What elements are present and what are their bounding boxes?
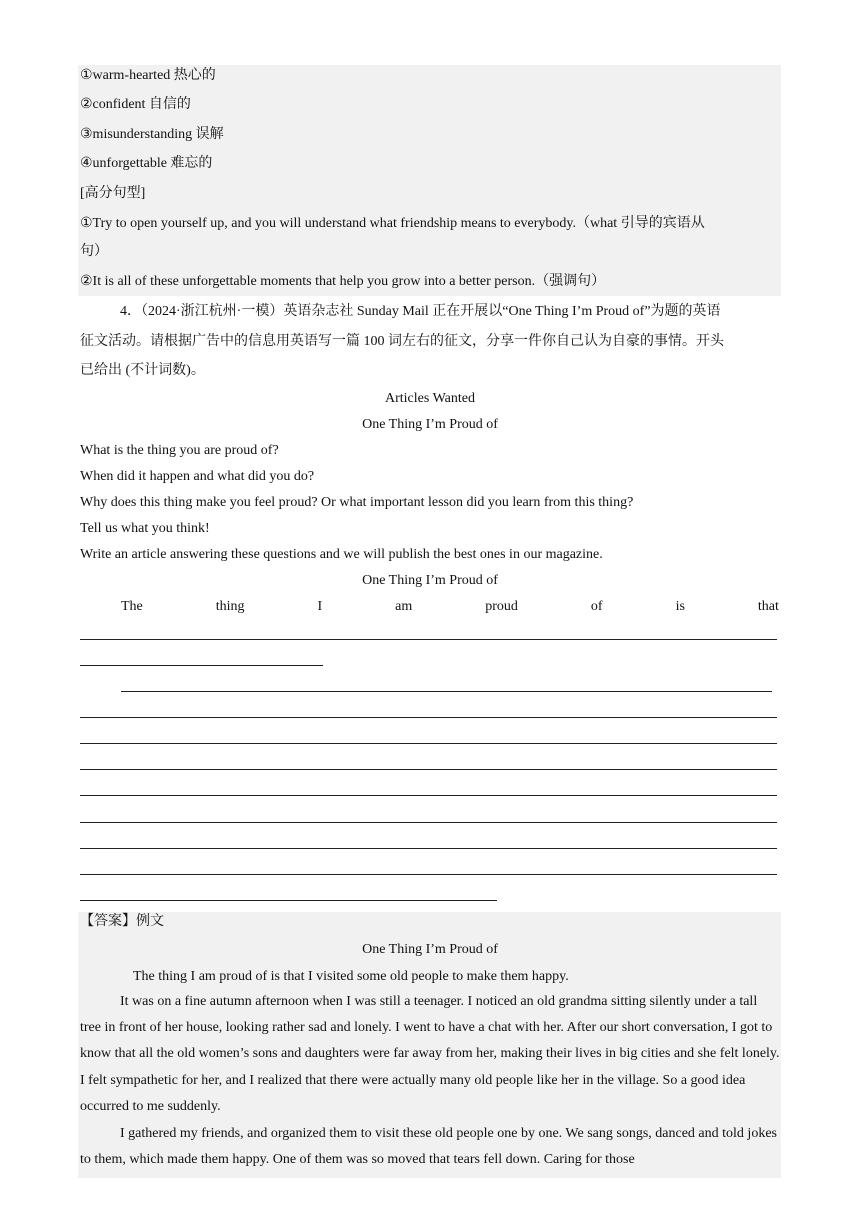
- task-line: 4．（2024·浙江杭州·一模）英语杂志社 Sunday Mail 正在开展以“One Thing I’m Proud of”为题的英语: [120, 304, 721, 319]
- task-line: 征文活动。请根据广告中的信息用英语写一篇 100 词左右的征文，分享一件你自己认为自豪的事情。开头: [80, 334, 724, 349]
- writing-line[interactable]: [80, 769, 777, 770]
- writing-line[interactable]: [80, 848, 777, 849]
- writing-line[interactable]: [80, 639, 777, 640]
- writing-line[interactable]: [80, 795, 777, 796]
- opening-word: of: [590, 599, 603, 614]
- sentence-item: ①Try to open yourself up, and you will understand what friendship means to everybody.（what 引导的宾语从: [80, 216, 705, 231]
- writing-line[interactable]: [80, 665, 323, 666]
- ad-question: What is the thing you are proud of?: [80, 443, 279, 458]
- writing-line[interactable]: [80, 743, 777, 744]
- ad-question: When did it happen and what did you do?: [80, 469, 315, 484]
- task-line: 已给出 (不计词数)。: [80, 363, 205, 378]
- sentences-heading: [高分句型]: [80, 186, 146, 201]
- answer-title: One Thing I’m Proud of: [362, 942, 498, 957]
- ad-question: Tell us what you think!: [80, 521, 210, 536]
- ad-question: Write an article answering these questions and we will publish the best ones in our magazine.: [80, 547, 603, 562]
- opening-word: that: [757, 599, 779, 614]
- writing-line[interactable]: [80, 900, 497, 901]
- answer-paragraph: The thing I am proud of is that I visited some old people to make them happy.: [133, 969, 569, 984]
- writing-line[interactable]: [121, 691, 772, 692]
- opening-word: is: [675, 599, 685, 614]
- opening-word: thing: [215, 599, 245, 614]
- opening-word: The: [121, 599, 143, 614]
- writing-line[interactable]: [80, 874, 777, 875]
- answer-paragraph: I gathered my friends, and organized them to visit these old people one by one. We sang songs, danced and told jokes to them, which made them happy. One of them was so moved that tears fell down. Caring for those: [80, 1126, 777, 1168]
- essay-title: One Thing I’m Proud of: [362, 573, 498, 588]
- sentence-item: ②It is all of these unforgettable moments that help you grow into a better person.（强调句）: [80, 274, 606, 289]
- opening-word: am: [395, 599, 413, 614]
- vocab-item: ②confident 自信的: [80, 97, 191, 112]
- ad-subtitle: One Thing I’m Proud of: [362, 417, 498, 432]
- ad-question: Why does this thing make you feel proud? Or what important lesson did you learn from this thing?: [80, 495, 634, 510]
- vocab-item: ④unforgettable 难忘的: [80, 156, 213, 171]
- writing-line[interactable]: [80, 822, 777, 823]
- answer-label: 【答案】例文: [80, 914, 164, 929]
- ad-title: Articles Wanted: [385, 391, 475, 406]
- opening-word: proud: [485, 599, 518, 614]
- answer-paragraph: It was on a fine autumn afternoon when I was still a teenager. I noticed an old grandma sitting silently under a tall tree in front of her house, looking rather sad and lonely. I went to have a chat with her. After our short conversation, I got to know that all the old women’s sons and daughters were far away from her, making their lives in big cities and she felt lonely. I felt sympathetic for her, and I realized that there were actually many old people like her in the village. So a good idea occurred to me suddenly.: [80, 994, 780, 1114]
- essay-opening: [121, 597, 779, 617]
- vocab-item: ①warm-hearted 热心的: [80, 68, 216, 83]
- opening-word: I: [317, 599, 323, 614]
- writing-line[interactable]: [80, 717, 777, 718]
- vocab-item: ③misunderstanding 误解: [80, 127, 224, 142]
- sentence-item-cont: 句）: [80, 244, 108, 259]
